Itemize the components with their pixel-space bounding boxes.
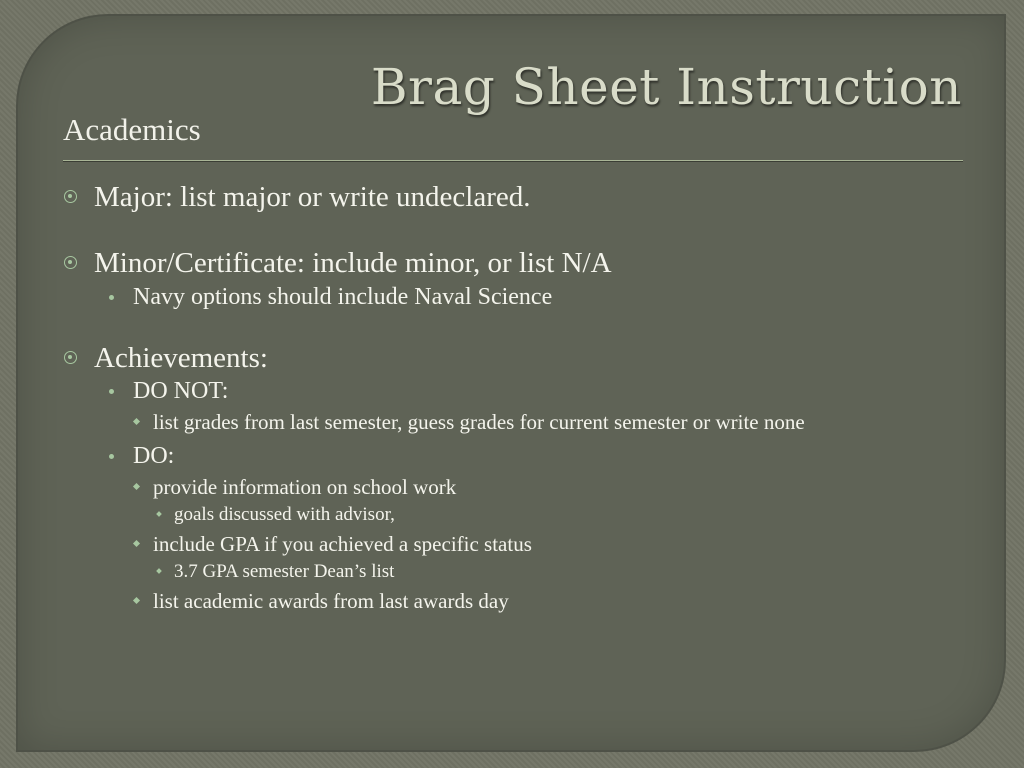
dot-bullet-icon: [109, 295, 114, 300]
list-item: [62, 442, 922, 470]
list-item-text: DO:: [133, 443, 175, 469]
diamond-bullet-icon: [133, 540, 140, 547]
list-item: [62, 590, 922, 613]
list-item: [62, 504, 922, 526]
list-item: [62, 476, 922, 499]
circle-bullet-icon: [64, 190, 77, 203]
bullet-list: [62, 172, 922, 613]
circle-bullet-icon: [64, 351, 77, 364]
diamond-bullet-icon: [133, 418, 140, 425]
diamond-bullet-icon: [156, 511, 162, 517]
list-item-text: Achievements:: [94, 342, 268, 374]
list-item-text: list grades from last semester, guess grades for current semester or write none: [153, 410, 805, 434]
list-item: [62, 377, 922, 405]
list-item-text: DO NOT:: [133, 378, 229, 404]
list-item: [62, 341, 922, 375]
diamond-bullet-icon: [133, 483, 140, 490]
list-item-text: Minor/Certificate: include minor, or list N/A: [94, 247, 612, 279]
list-item-text: provide information on school work: [153, 475, 457, 499]
list-item-text: include GPA if you achieved a specific status: [153, 532, 532, 556]
list-item: [62, 411, 922, 434]
list-item-text: Navy options should include Naval Science: [133, 284, 553, 310]
title-divider: [63, 160, 963, 162]
diamond-bullet-icon: [156, 568, 162, 574]
diamond-bullet-icon: [133, 597, 140, 604]
list-item-text: 3.7 GPA semester Dean’s list: [174, 561, 395, 582]
slide-title: Brag Sheet Instruction: [370, 58, 962, 116]
list-item: [62, 533, 922, 556]
list-item: [62, 246, 922, 280]
list-item-text: list academic awards from last awards day: [153, 589, 509, 613]
list-item: [62, 180, 922, 214]
list-item-text: Major: list major or write undeclared.: [94, 181, 531, 213]
list-item: [62, 283, 922, 311]
list-item: [62, 561, 922, 583]
slide-subtitle: Academics: [63, 112, 201, 147]
dot-bullet-icon: [109, 389, 114, 394]
circle-bullet-icon: [64, 256, 77, 269]
dot-bullet-icon: [109, 454, 114, 459]
list-item-text: goals discussed with advisor,: [174, 504, 395, 525]
